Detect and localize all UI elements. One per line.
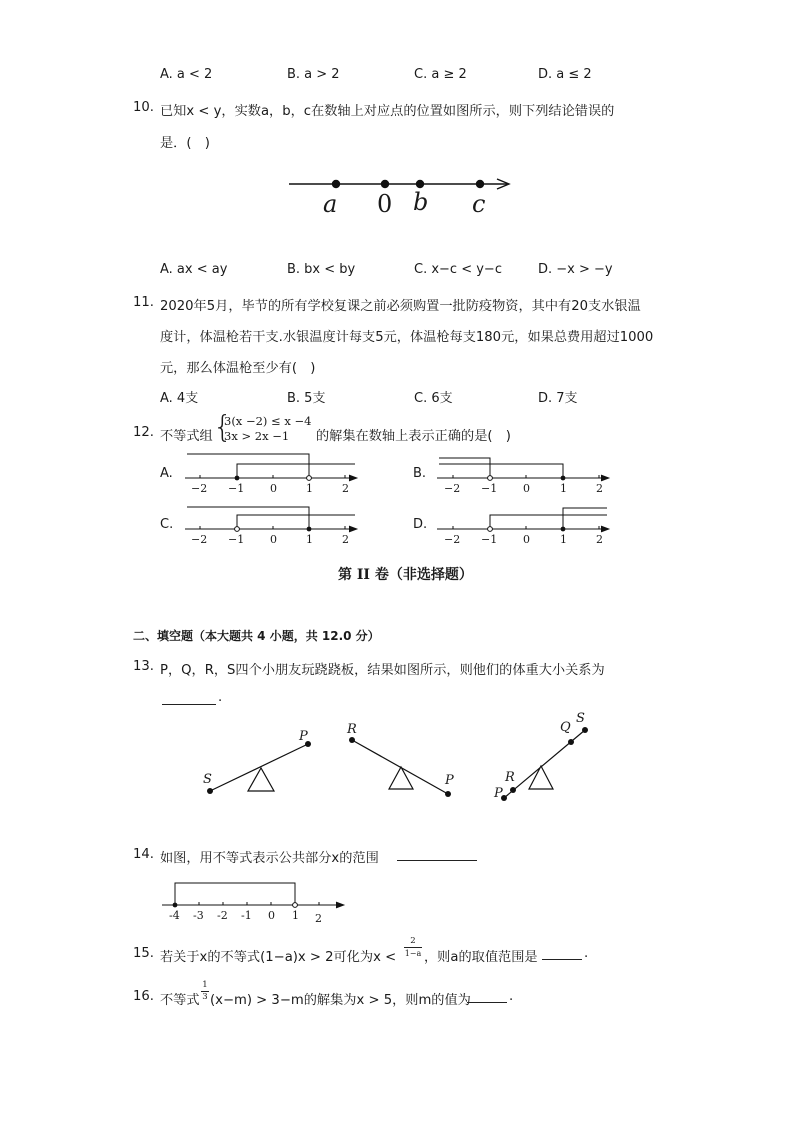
tick-label: 0 — [270, 533, 277, 546]
q10-label-c: c — [472, 190, 486, 218]
tick-label: -3 — [193, 909, 204, 922]
part-2-title: 第 II 卷（非选择题） — [338, 567, 473, 583]
tick-label: 0 — [268, 909, 275, 922]
tick-label: 0 — [523, 533, 530, 546]
q14-number: 14. — [133, 847, 154, 862]
q9-option-d: D. a ≤ 2 — [538, 67, 592, 82]
q12-ineq1: 3(x −2) ≤ x −4 — [224, 414, 312, 428]
q13-seesaw3-label-r: R — [505, 770, 515, 785]
tick-label: 1 — [306, 533, 313, 546]
q15-frac-den: 1−a — [404, 949, 422, 958]
q13-seesaw-3 — [495, 718, 595, 808]
q12-option-d-letter: D. — [413, 517, 428, 532]
tick-label: -4 — [169, 909, 180, 922]
q13-tail: . — [218, 690, 223, 705]
q15-frac-bar — [404, 947, 422, 948]
tick-label: -2 — [217, 909, 228, 922]
q13-text: P，Q，R，S四个小朋友玩跷跷板，结果如图所示，则他们的体重大小关系为 — [160, 663, 605, 678]
tick-label: 2 — [315, 912, 322, 925]
q11-line3: 元，那么体温枪至少有( ) — [160, 361, 316, 376]
q11-option-b: B. 5支 — [287, 391, 326, 406]
tick-label: −2 — [444, 533, 461, 546]
q10-label-a: a — [323, 190, 338, 218]
q12-option-c-letter: C. — [160, 517, 174, 532]
q10-option-c: C. x−c < y−c — [414, 262, 502, 277]
q10-option-d: D. −x > −y — [538, 262, 613, 277]
tick-label: −2 — [444, 482, 461, 495]
tick-label: -1 — [241, 909, 252, 922]
q12-prefix: 不等式组 — [160, 429, 213, 444]
q13-number: 13. — [133, 659, 154, 674]
q13-seesaw3-label-p: P — [494, 786, 503, 801]
q9-option-b: B. a > 2 — [287, 67, 340, 82]
q12-option-c-number-line — [183, 503, 363, 537]
tick-label: 2 — [596, 533, 603, 546]
q13-answer-blank[interactable] — [162, 692, 216, 705]
q16-number: 16. — [133, 989, 154, 1004]
q16-text-b: (x−m) > 3−m的解集为x > 5，则m的值为 — [210, 993, 471, 1008]
q10-line2: 是．( ) — [160, 136, 210, 151]
q11-option-c: C. 6支 — [414, 391, 453, 406]
q12-option-b-number-line — [435, 452, 615, 486]
q10-option-b: B. bx < by — [287, 262, 356, 277]
q11-number: 11. — [133, 295, 154, 310]
tick-label: 2 — [342, 482, 349, 495]
q13-seesaw2-label-p: P — [445, 773, 454, 788]
q10-label-zero: 0 — [377, 190, 393, 218]
q15-text-a: 若关于x的不等式(1−a)x > 2可化为x < — [160, 950, 397, 965]
q14-answer-blank[interactable] — [397, 847, 477, 861]
q9-option-a: A. a < 2 — [160, 67, 213, 82]
q13-seesaw-2 — [345, 725, 465, 800]
q12-option-a-letter: A. — [160, 466, 173, 481]
q15-tail: . — [584, 946, 589, 961]
tick-label: 1 — [560, 533, 567, 546]
q14-number-line — [160, 878, 350, 912]
tick-label: −1 — [228, 482, 245, 495]
q9-option-c: C. a ≥ 2 — [414, 67, 467, 82]
q13-seesaw3-label-s: S — [576, 711, 585, 726]
q16-answer-blank[interactable] — [467, 989, 507, 1003]
q16-frac-num: 1 — [202, 980, 208, 990]
q12-option-b-letter: B. — [413, 466, 427, 481]
tick-label: −1 — [481, 482, 498, 495]
tick-label: −1 — [481, 533, 498, 546]
q15-frac-num: 2 — [410, 936, 416, 946]
q12-option-d-number-line — [435, 503, 615, 537]
tick-label: 1 — [306, 482, 313, 495]
q15-number: 15. — [133, 946, 154, 961]
tick-label: −2 — [191, 533, 208, 546]
q13-seesaw1-label-s: S — [203, 772, 212, 787]
q12-ineq2: 3x > 2x −1 — [224, 429, 290, 443]
q13-seesaw2-label-r: R — [347, 722, 357, 737]
q13-seesaw1-label-p: P — [299, 729, 308, 744]
q12-suffix: 的解集在数轴上表示正确的是( ) — [316, 429, 511, 444]
tick-label: 1 — [560, 482, 567, 495]
tick-label: 1 — [292, 909, 299, 922]
q15-answer-blank[interactable] — [542, 946, 582, 960]
section-2-heading: 二、填空题（本大题共 4 小题，共 12.0 分） — [133, 629, 380, 643]
q16-frac-den: 3 — [202, 992, 208, 1002]
q11-option-d: D. 7支 — [538, 391, 578, 406]
q11-option-a: A. 4支 — [160, 391, 199, 406]
q12-option-a-number-line — [183, 452, 363, 486]
q12-number: 12. — [133, 425, 154, 440]
q11-line1: 2020年5月，毕节的所有学校复课之前必须购置一批防疫物资，其中有20支水银温 — [160, 299, 641, 314]
q14-text: 如图，用不等式表示公共部分x的范围 — [160, 851, 379, 866]
q12-brace: { — [213, 410, 233, 445]
tick-label: 2 — [596, 482, 603, 495]
tick-label: −1 — [228, 533, 245, 546]
q16-text-a: 不等式 — [160, 993, 200, 1008]
q10-line1: 已知x < y，实数a，b，c在数轴上对应点的位置如图所示，则下列结论错误的 — [160, 104, 615, 119]
q11-line2: 度计，体温枪若干支.水银温度计每支5元，体温枪每支180元，如果总费用超过1000 — [160, 330, 654, 345]
tick-label: 0 — [523, 482, 530, 495]
q10-number: 10. — [133, 100, 154, 115]
tick-label: 2 — [342, 533, 349, 546]
q15-text-b: ，则a的取值范围是 — [424, 950, 538, 965]
q16-tail: . — [509, 989, 514, 1004]
tick-label: −2 — [191, 482, 208, 495]
q10-option-a: A. ax < ay — [160, 262, 228, 277]
q13-seesaw3-label-q: Q — [560, 720, 571, 735]
q10-label-b: b — [413, 188, 429, 216]
tick-label: 0 — [270, 482, 277, 495]
